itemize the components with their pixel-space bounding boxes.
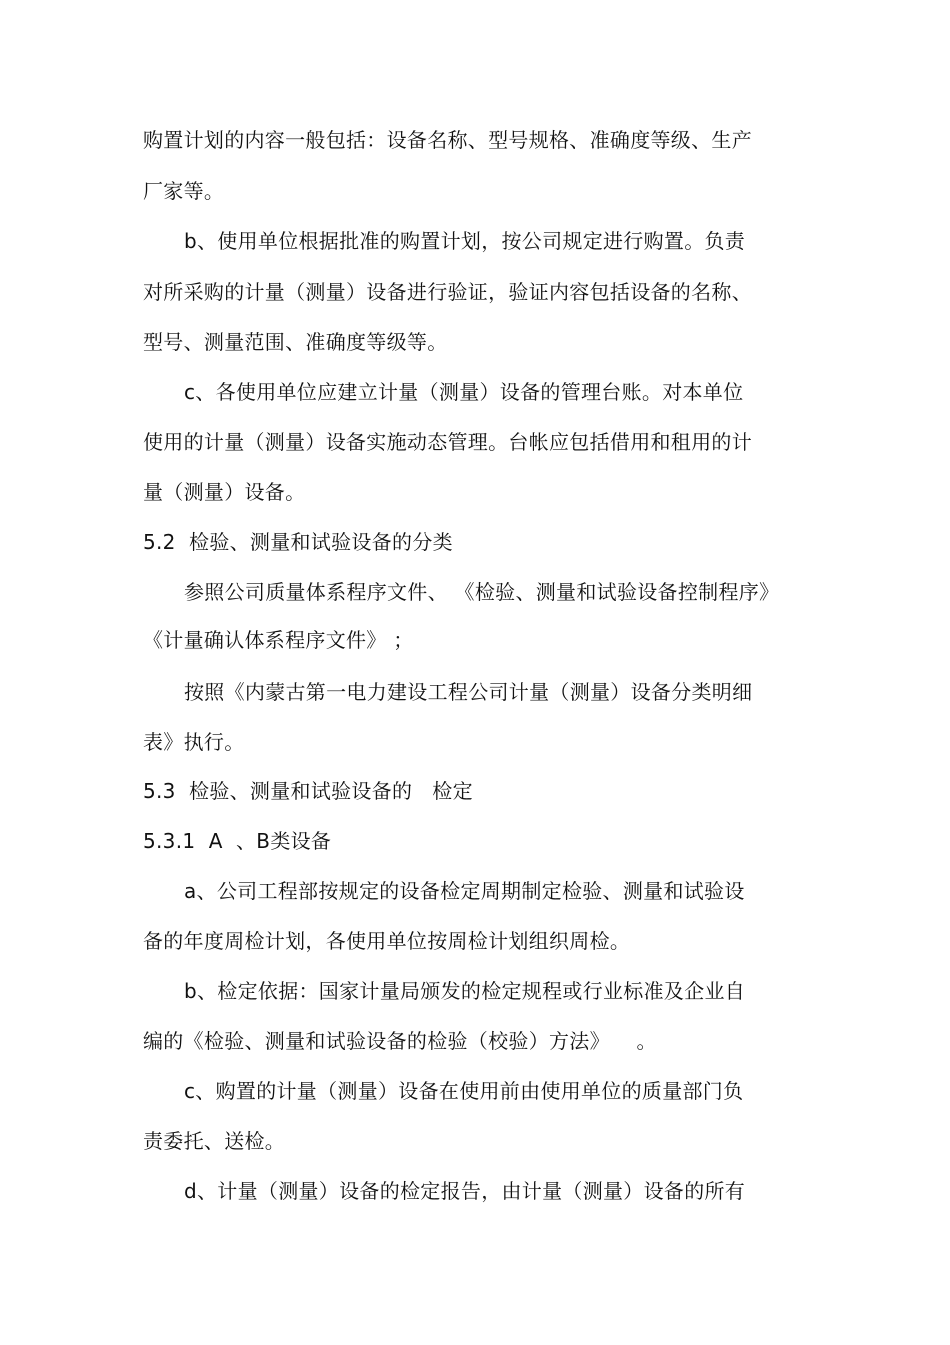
subsection-heading-5-3-1: 5.3.1 A 、B类设备 <box>143 829 332 853</box>
paragraph-line: c、购置的计量（测量）设备在使用前由使用单位的质量部门负 <box>184 1079 744 1103</box>
paragraph-line: 表》执行。 <box>143 730 245 754</box>
section-heading-5-3: 5.3 检验、测量和试验设备的 检定 <box>143 779 473 803</box>
paragraph-line: 厂家等。 <box>143 179 225 203</box>
paragraph-line: c、各使用单位应建立计量（测量）设备的管理台账。对本单位 <box>184 380 744 404</box>
paragraph-line: 对所采购的计量（测量）设备进行验证，验证内容包括设备的名称、 <box>143 280 752 304</box>
paragraph-line: 备的年度周检计划，各使用单位按周检计划组织周检。 <box>143 929 631 953</box>
paragraph-line: 使用的计量（测量）设备实施动态管理。台帐应包括借用和租用的计 <box>143 430 752 454</box>
paragraph-line: d、计量（测量）设备的检定报告，由计量（测量）设备的所有 <box>184 1179 746 1203</box>
paragraph-line: 按照《内蒙古第一电力建设工程公司计量（测量）设备分类明细 <box>184 680 753 704</box>
paragraph-line: 责委托、送检。 <box>143 1129 286 1153</box>
section-heading-5-2: 5.2 检验、测量和试验设备的分类 <box>143 530 453 554</box>
paragraph-line: 购置计划的内容一般包括：设备名称、型号规格、准确度等级、生产 <box>143 128 752 152</box>
paragraph-line: 型号、测量范围、准确度等级等。 <box>143 330 448 354</box>
paragraph-line: 《计量确认体系程序文件》 ； <box>143 628 414 652</box>
paragraph-line: b、使用单位根据批准的购置计划，按公司规定进行购置。负责 <box>184 229 746 253</box>
paragraph-line: b、检定依据：国家计量局颁发的检定规程或行业标准及企业自 <box>184 979 746 1003</box>
paragraph-line: a、公司工程部按规定的设备检定周期制定检验、测量和试验设 <box>184 879 745 903</box>
paragraph-line: 编的《检验、测量和试验设备的检验（校验）方法》 。 <box>143 1029 657 1053</box>
paragraph-line: 量（测量）设备。 <box>143 480 306 504</box>
paragraph-line: 参照公司质量体系程序文件、 《检验、测量和试验设备控制程序》 <box>184 580 780 604</box>
